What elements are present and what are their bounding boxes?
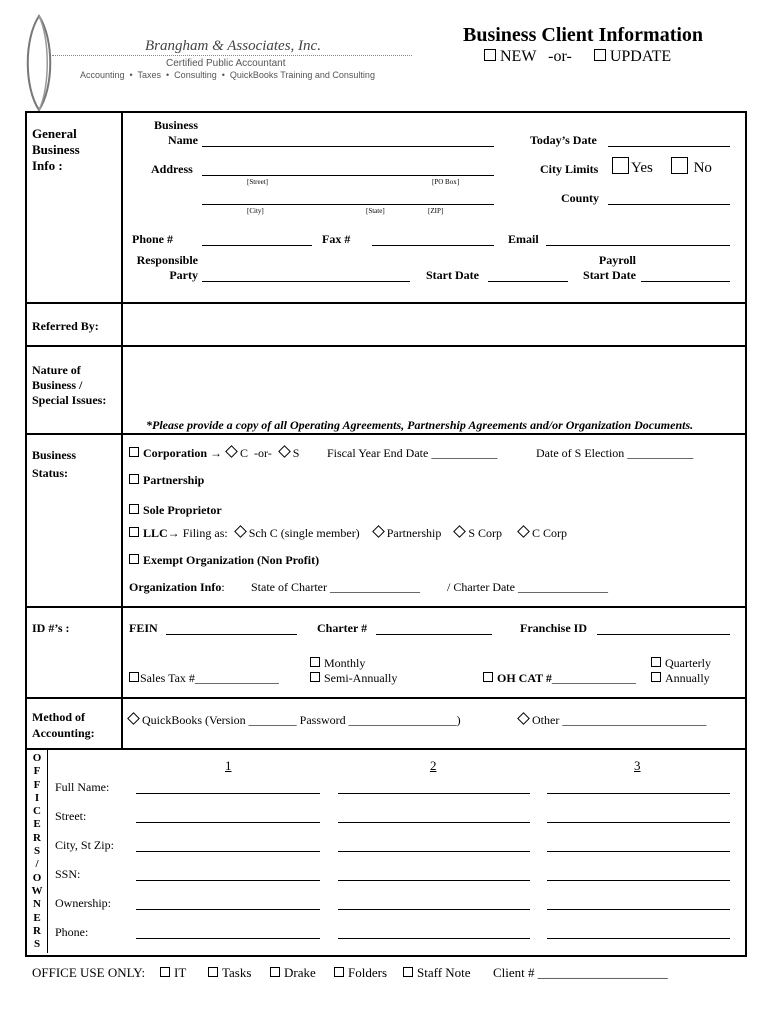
update-label: UPDATE [609,48,672,65]
llc-partnership-label: Partnership [386,526,442,540]
state-of-charter-field[interactable]: State of Charter _______________ [251,580,420,594]
s-label: S [292,446,300,460]
corporation-label: Corporation → [143,446,222,460]
logo-emblem [22,14,56,112]
tasks-label: Tasks [222,965,252,980]
street-caption: [Street] [247,178,268,186]
side-letter: R [33,831,41,844]
divider [25,606,745,608]
charter-date-field[interactable]: / Charter Date _______________ [447,580,608,594]
column-3-header: 3 [634,758,641,773]
officers-side-divider [47,748,48,953]
quarterly-checkbox[interactable] [651,657,661,667]
s-election-field[interactable]: Date of S Election ___________ [536,446,694,460]
officer-row-label: Full Name: [55,780,110,794]
pobox-caption: [PO Box] [432,178,460,186]
drake-label: Drake [284,965,316,980]
officer-field-1[interactable] [136,909,320,910]
side-letter: W [31,884,43,897]
quickbooks-diamond[interactable] [127,712,140,725]
officer-field-3[interactable] [547,822,730,823]
office-staff-note-item [403,965,471,981]
officer-row-label: Ownership: [55,896,111,910]
office-it-item [160,965,186,981]
new-update-options [484,48,671,66]
officer-field-3[interactable] [547,880,730,881]
folders-label: Folders [348,965,387,980]
oh-cat-checkbox[interactable] [483,672,493,682]
side-letter: S [33,938,41,951]
corporation-row [129,446,299,461]
oh-cat-field[interactable]: ______________ [551,671,636,685]
divider [25,748,745,750]
officer-field-2[interactable] [338,822,530,823]
charter-field[interactable] [376,634,492,635]
officer-row-label: Street: [55,809,87,823]
staff-note-checkbox[interactable] [403,967,413,977]
divider [25,433,745,435]
form-title: Business Client Information [463,24,704,46]
client-number-field[interactable]: Client # ____________________ [493,965,668,980]
quickbooks-option [127,713,461,728]
payroll-start-date-label: Payroll Start Date [583,253,636,282]
side-letter: O [32,752,42,764]
sch-c-diamond[interactable] [234,525,247,538]
county-label: County [561,191,600,205]
business-name-label: Business Name [153,118,198,147]
accounting-label: Method of Accounting: [32,710,95,740]
referred-by-label: Referred By: [32,319,99,333]
update-checkbox[interactable] [594,49,606,61]
officer-field-1[interactable] [136,851,320,852]
officer-field-2[interactable] [338,793,530,794]
yes-label: Yes [631,160,653,176]
start-date-field[interactable] [488,281,568,282]
fein-label: FEIN [129,621,158,635]
officer-field-3[interactable] [547,909,730,910]
divider [25,345,745,347]
monthly-label: Monthly [324,656,366,670]
oh-cat-row [483,671,636,686]
officer-row-label: City, St Zip: [55,838,114,852]
drake-checkbox[interactable] [270,967,280,977]
c-label: C [240,446,249,460]
officer-field-3[interactable] [547,851,730,852]
s-corp-diamond[interactable] [278,445,291,458]
ids-label: ID #’s : [32,621,70,635]
fein-field[interactable] [166,634,297,635]
exempt-option [129,553,319,568]
officer-field-1[interactable] [136,938,320,939]
office-use-label: OFFICE USE ONLY: [32,965,146,980]
phone-field[interactable] [202,245,312,246]
street-field[interactable] [202,175,494,176]
office-tasks-item [208,965,251,981]
staff-note-label: Staff Note [417,965,471,980]
org-info-label: Organization Info [129,580,222,594]
email-field[interactable] [546,245,730,246]
officer-field-1[interactable] [136,793,320,794]
nature-label: Nature of Business / Special Issues: [32,363,107,407]
partnership-checkbox[interactable] [129,474,139,484]
officer-field-1[interactable] [136,822,320,823]
side-letter: S [33,845,41,858]
side-letter: C [33,805,41,818]
yes-checkbox[interactable] [612,157,629,174]
address-label: Address [151,162,193,176]
fiscal-year-field[interactable]: Fiscal Year End Date ___________ [327,446,498,460]
todays-date-field[interactable] [608,146,730,147]
city-limits-label: City Limits [540,162,599,176]
exempt-checkbox[interactable] [129,554,139,564]
payroll-start-date-field[interactable] [641,281,730,282]
no-checkbox[interactable] [671,157,688,174]
officer-field-2[interactable] [338,851,530,852]
county-field[interactable] [608,204,730,205]
new-checkbox[interactable] [484,49,496,61]
oh-cat-label: OH CAT # [497,671,552,685]
exempt-label: Exempt Organization (Non Profit) [143,553,320,567]
or-label: -or- [254,446,272,460]
it-label: IT [174,965,187,980]
column-2-header: 2 [430,758,437,773]
city-limits-options [612,157,712,177]
email-label: Email [508,232,539,246]
side-letter: O [32,871,42,884]
annually-label: Annually [665,671,710,685]
sales-tax-checkbox[interactable] [129,672,139,682]
annually-checkbox[interactable] [651,672,661,682]
fax-field[interactable] [372,245,494,246]
officers-side-label [27,752,47,951]
officer-field-2[interactable] [338,909,530,910]
officer-row-label: SSN: [55,867,81,881]
phone-label: Phone # [132,232,174,246]
officer-field-3[interactable] [547,938,730,939]
firm-services: Accounting • Taxes • Consulting • QuickBooks Training and Consulting [80,70,375,80]
c-corp-diamond[interactable] [225,445,238,458]
firm-subtitle: Certified Public Accountant [166,58,286,69]
side-letter: / [35,858,39,871]
llc-partnership-diamond[interactable] [372,525,385,538]
side-letter: I [34,791,40,804]
business-status-label: Business Status: [32,448,77,480]
new-label: NEW [500,48,537,65]
officer-row-label: Phone: [55,925,89,939]
side-letter: E [33,818,41,831]
zip-caption: [ZIP] [428,207,444,215]
other-field[interactable]: Other ________________________ [532,713,707,727]
side-letter: F [33,765,41,778]
partnership-option [129,473,204,488]
divider [25,302,745,304]
semi-annually-label: Semi-Annually [324,671,398,685]
side-letter: R [33,924,41,937]
llc-label: LLC→ [143,526,180,540]
responsible-party-label: Responsible Party [136,253,198,282]
state-caption: [State] [366,207,385,215]
oh-cat-frequency [651,656,711,686]
sales-tax-row [129,671,279,686]
divider [25,697,745,699]
business-name-field[interactable] [202,146,494,147]
corporation-checkbox[interactable] [129,447,139,457]
column-1-header: 1 [225,758,232,773]
tasks-checkbox[interactable] [208,967,218,977]
sales-tax-field[interactable]: Sales Tax #______________ [140,671,279,685]
franchise-label: Franchise ID [520,621,587,635]
sales-tax-frequency [310,656,397,686]
responsible-party-field[interactable] [202,281,410,282]
side-letter: N [33,898,41,911]
folders-checkbox[interactable] [334,967,344,977]
city-state-zip-field[interactable] [202,204,494,205]
fax-label: Fax # [322,232,351,246]
partnership-label: Partnership [143,473,205,487]
start-date-label: Start Date [426,268,479,282]
quickbooks-field[interactable]: QuickBooks (Version ________ Password __________________) [142,713,461,727]
officer-field-3[interactable] [547,793,730,794]
general-section-label: General Business Info : [32,126,80,173]
llc-c-corp-label: C Corp [532,526,568,540]
filing-as-label: Filing as: [182,526,228,540]
monthly-checkbox[interactable] [310,657,320,667]
officer-field-2[interactable] [338,880,530,881]
firm-dotted-rule [52,55,412,56]
quarterly-label: Quarterly [665,656,711,670]
sch-c-label: Sch C (single member) [248,526,360,540]
franchise-field[interactable] [597,634,730,635]
office-folders-item [334,965,387,981]
semi-annually-checkbox[interactable] [310,672,320,682]
documents-note: *Please provide a copy of all Operating Agreements, Partnership Agreements and/or Organization Documents. [146,418,694,432]
label-column-divider [121,111,123,749]
sole-proprietor-checkbox[interactable] [129,504,139,514]
it-checkbox[interactable] [160,967,170,977]
side-letter: E [33,911,41,924]
other-diamond[interactable] [517,712,530,725]
charter-label: Charter # [317,621,368,635]
or-label: -or- [548,48,572,65]
todays-date-label: Today’s Date [530,133,597,147]
llc-row [129,526,567,541]
sole-proprietor-option [129,503,222,518]
no-label: No [693,160,712,176]
officer-field-2[interactable] [338,938,530,939]
office-use-row [32,965,145,981]
office-drake-item [270,965,316,981]
llc-checkbox[interactable] [129,527,139,537]
officer-field-1[interactable] [136,880,320,881]
org-info-row: Organization Info: [129,580,225,594]
city-caption: [City] [247,207,264,215]
sole-proprietor-label: Sole Proprietor [143,503,222,517]
side-letter: F [33,778,41,791]
llc-c-corp-diamond[interactable] [517,525,530,538]
firm-name: Brangham & Associates, Inc. [145,38,321,54]
llc-s-corp-diamond[interactable] [453,525,466,538]
other-option [517,713,706,728]
llc-s-corp-label: S Corp [468,526,503,540]
